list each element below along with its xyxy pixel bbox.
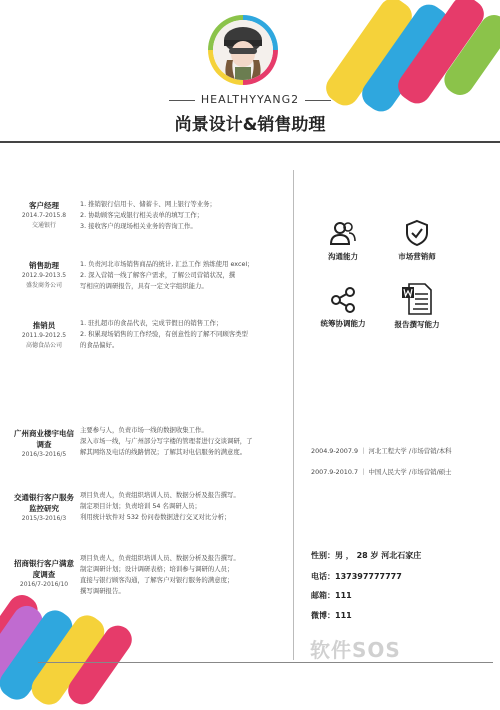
exp-4-org: 广州商业楼宇电信调查 xyxy=(14,429,74,449)
exp-2-meta xyxy=(14,260,74,291)
exp-1-company: 交通银行 xyxy=(31,222,56,229)
exp-5-details xyxy=(80,490,288,523)
exp-3-line: 1. 驻扎超市的食品代表，完成节假日的销售工作； xyxy=(80,319,223,327)
exp-6-line: 撰写调研报告。 xyxy=(80,587,125,595)
exp-6-line: 项目负责人，负责组织培训人员、数据分析及报告撰写。 xyxy=(80,554,240,562)
exp-1-meta xyxy=(14,200,74,231)
exp-4-line: 深入市场一线，与广州部分写字楼的管理者进行交谈调研，了 xyxy=(80,437,253,445)
exp-5-meta xyxy=(14,492,74,524)
dash-left xyxy=(169,100,195,101)
person-name: HEALTHYYANG2 xyxy=(200,93,300,106)
exp-1-line: 2. 协助顾客完成银行相关表单的填写工作； xyxy=(80,211,204,219)
job-title: 尚景设计&销售助理 xyxy=(174,115,326,135)
people-icon xyxy=(328,218,358,248)
exp-6-meta xyxy=(14,558,74,590)
exp-6-period: 2016/7-2016/10 xyxy=(19,581,69,588)
exp-6-details xyxy=(80,553,288,597)
skill-label: 报告撰写能力 xyxy=(394,320,440,329)
watermark: 软件SOS xyxy=(310,638,401,662)
contact-phone: 电话：137397777777 xyxy=(311,572,402,581)
skill-marketing xyxy=(372,218,462,262)
exp-2-line: 写相应的调研报告，具有一定文字组织能力。 xyxy=(80,282,208,290)
dash-right xyxy=(305,100,331,101)
exp-4-line: 解其网络及电话的线路情况；了解其对电信服务的满意度。 xyxy=(80,448,247,456)
avatar xyxy=(208,15,278,85)
contact-email: 邮箱：111 xyxy=(311,591,352,600)
contact-weibo: 微博：111 xyxy=(311,611,352,620)
exp-3-period: 2011.9-2012.5 xyxy=(21,332,67,339)
education-2: 2007.9-2010.7 ｜ 中国人民大学 /市场营销/硕士 xyxy=(311,468,452,476)
footer-divider xyxy=(38,662,493,663)
exp-3-line: 2. 积累现场销售的工作经验，有创意性的了解不同顾客类型 xyxy=(80,330,248,338)
exp-6-org: 招商银行客户满意度调查 xyxy=(14,559,74,579)
column-divider xyxy=(293,170,294,660)
exp-3-meta xyxy=(14,320,74,351)
exp-2-line: 2. 深入营销一线了解客户需求，了解公司营销状况，撰 xyxy=(80,271,236,279)
skill-report-writing xyxy=(372,282,462,330)
exp-1-period: 2014.7-2015.8 xyxy=(21,212,67,219)
exp-2-org: 销售助理 xyxy=(29,261,59,270)
exp-5-period: 2015/3-2016/3 xyxy=(21,515,67,522)
exp-4-period: 2016/3-2016/5 xyxy=(21,451,67,458)
exp-2-line: 1. 负责河北市场销售商品的统计, 汇总工作 熟练使用 excel； xyxy=(80,260,254,268)
shield-check-icon xyxy=(402,218,432,248)
exp-3-company: 高德食品公司 xyxy=(25,342,62,349)
word-document-icon xyxy=(401,282,433,316)
education-1: 2004.9-2007.9 ｜ 河北工程大学 /市场营销/本科 xyxy=(311,447,452,455)
exp-6-line: 直接与银行顾客沟通，了解客户对银行服务的满意度； xyxy=(80,576,234,584)
exp-3-line: 的食品偏好。 xyxy=(80,341,119,349)
exp-6-line: 制定调研计划；设计调研表格；培训参与调研的人员； xyxy=(80,565,234,573)
exp-5-line: 利用统计软件对 532 份问卷数据进行交叉对比分析； xyxy=(80,513,231,521)
exp-5-org: 交通银行客户服务监控研究 xyxy=(14,493,74,513)
exp-2-details xyxy=(80,259,288,292)
exp-4-details xyxy=(80,425,288,458)
exp-5-line: 制定项目计划；负责培训 54 名调研人员； xyxy=(80,502,201,510)
share-network-icon xyxy=(328,285,358,315)
avatar-illustration xyxy=(213,20,273,80)
skill-label: 市场营销师 xyxy=(398,252,436,261)
exp-2-company: 盛发商务公司 xyxy=(25,282,62,289)
header-divider xyxy=(0,141,500,143)
exp-1-line: 3. 接收客户的现场相关业务的咨询工作。 xyxy=(80,222,197,230)
exp-1-details xyxy=(80,199,288,232)
exp-4-line: 主要参与人，负责市场一线的数据收集工作。 xyxy=(80,426,208,434)
exp-4-meta xyxy=(14,428,74,460)
exp-2-period: 2012.9-2013.5 xyxy=(21,272,67,279)
skill-label: 统筹协调能力 xyxy=(320,319,366,328)
exp-1-line: 1. 推销银行信用卡、储蓄卡、网上银行等业务； xyxy=(80,200,216,208)
name-row xyxy=(0,93,500,106)
exp-3-details xyxy=(80,318,288,351)
contact-personal: 性别：男 ， 28 岁 河北石家庄 xyxy=(311,551,422,560)
exp-3-org: 推销员 xyxy=(32,321,56,330)
exp-5-line: 项目负责人，负责组织培训人员、数据分析及报告撰写。 xyxy=(80,491,240,499)
skill-label: 沟通能力 xyxy=(328,252,358,261)
exp-1-org: 客户经理 xyxy=(29,201,59,210)
